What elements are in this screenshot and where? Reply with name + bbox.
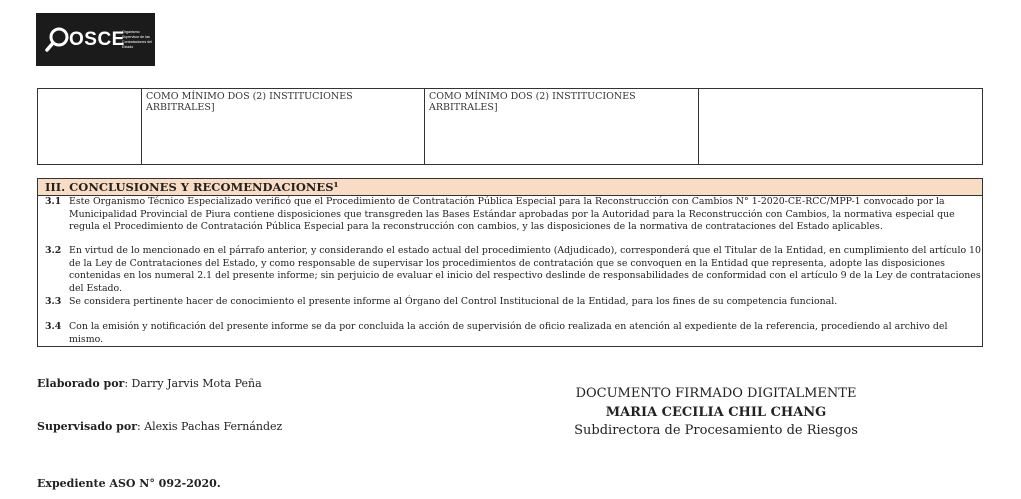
item-number: 3.2: [45, 245, 62, 256]
logo-tagline: Organismo Supervisor de las Contrataciones del Estado: [122, 30, 152, 49]
supervisado-name: : Alexis Pachas Fernández: [137, 420, 283, 433]
osce-logo: [36, 13, 155, 66]
elaborado-line: [37, 377, 262, 390]
arbitration-table: [37, 88, 983, 165]
item-number: 3.3: [45, 296, 62, 307]
item-text: Se considera pertinente hacer de conocimiento el presente informe al Órgano del Control Institucional de la Entidad, para los fines de su competencia funcional.: [69, 296, 838, 307]
item-text: Con la emisión y notificación del presente informe se da por concluida la acción de supervisión de oficio realizada en atención al expediente de la referencia, procediendo al archivo del mismo.: [69, 321, 948, 345]
item-number: 3.1: [45, 196, 62, 207]
signer-name: MARIA CECILIA CHIL CHANG: [605, 405, 827, 420]
table-cell-empty: [699, 89, 983, 165]
supervisado-line: [37, 420, 282, 433]
digital-signature-notice: DOCUMENTO FIRMADO DIGITALMENTE: [575, 386, 857, 401]
conclusions-section: [37, 178, 983, 347]
logo-brand: OSCE: [69, 29, 125, 50]
conclusions-heading: III. CONCLUSIONES Y RECOMENDACIONES¹: [38, 179, 982, 196]
item-number: 3.4: [45, 321, 62, 332]
table-cell: COMO MÍNIMO DOS (2) INSTITUCIONES ARBITRALES]: [425, 89, 699, 165]
expediente-number: Expediente ASO N° 092-2020.: [37, 477, 221, 490]
table-cell: COMO MÍNIMO DOS (2) INSTITUCIONES ARBITRALES]: [142, 89, 425, 165]
elaborado-label: Elaborado por: [37, 377, 125, 390]
item-text: En virtud de lo mencionado en el párrafo anterior, y considerando el estado actual del procedimiento (Adjudicado), corresponderá que el Titular de la Entidad, en cumplimiento del artículo 10 de la Ley de Contrataciones del Estado, y como responsable de supervisar los procedimientos de contratación que se convoquen en la Entidad que representa, adopte las disposiciones contenidas en los numeral 2.1 del presente informe; sin perjuicio de evaluar el inicio del respectivo deslinde de responsabilidades de conformidad con el artículo 9 de la Ley de contrataciones del Estado.: [69, 245, 981, 294]
elaborado-name: : Darry Jarvis Mota Peña: [124, 377, 262, 390]
signer-title: Subdirectora de Procesamiento de Riesgos: [574, 423, 858, 438]
item-text: Este Organismo Técnico Especializado verificó que el Procedimiento de Contratación Pública Especial para la Reconstrucción con Cambios N° 1-2020-CE-RCC/MPP-1 convocado por la Municipalidad Provincial de Piura contiene disposiciones que transgreden las Bases Estándar aprobadas por la Autoridad para la Reconstrucción con Cambios, la normativa especial que regula el Procedimiento de Contratación Pública Especial para la reconstrucción con cambios, y las disposiciones de la normativa de contrataciones del Estado aplicables.: [69, 196, 955, 232]
supervisado-label: Supervisado por: [37, 420, 137, 433]
table-cell-empty: [38, 89, 142, 165]
